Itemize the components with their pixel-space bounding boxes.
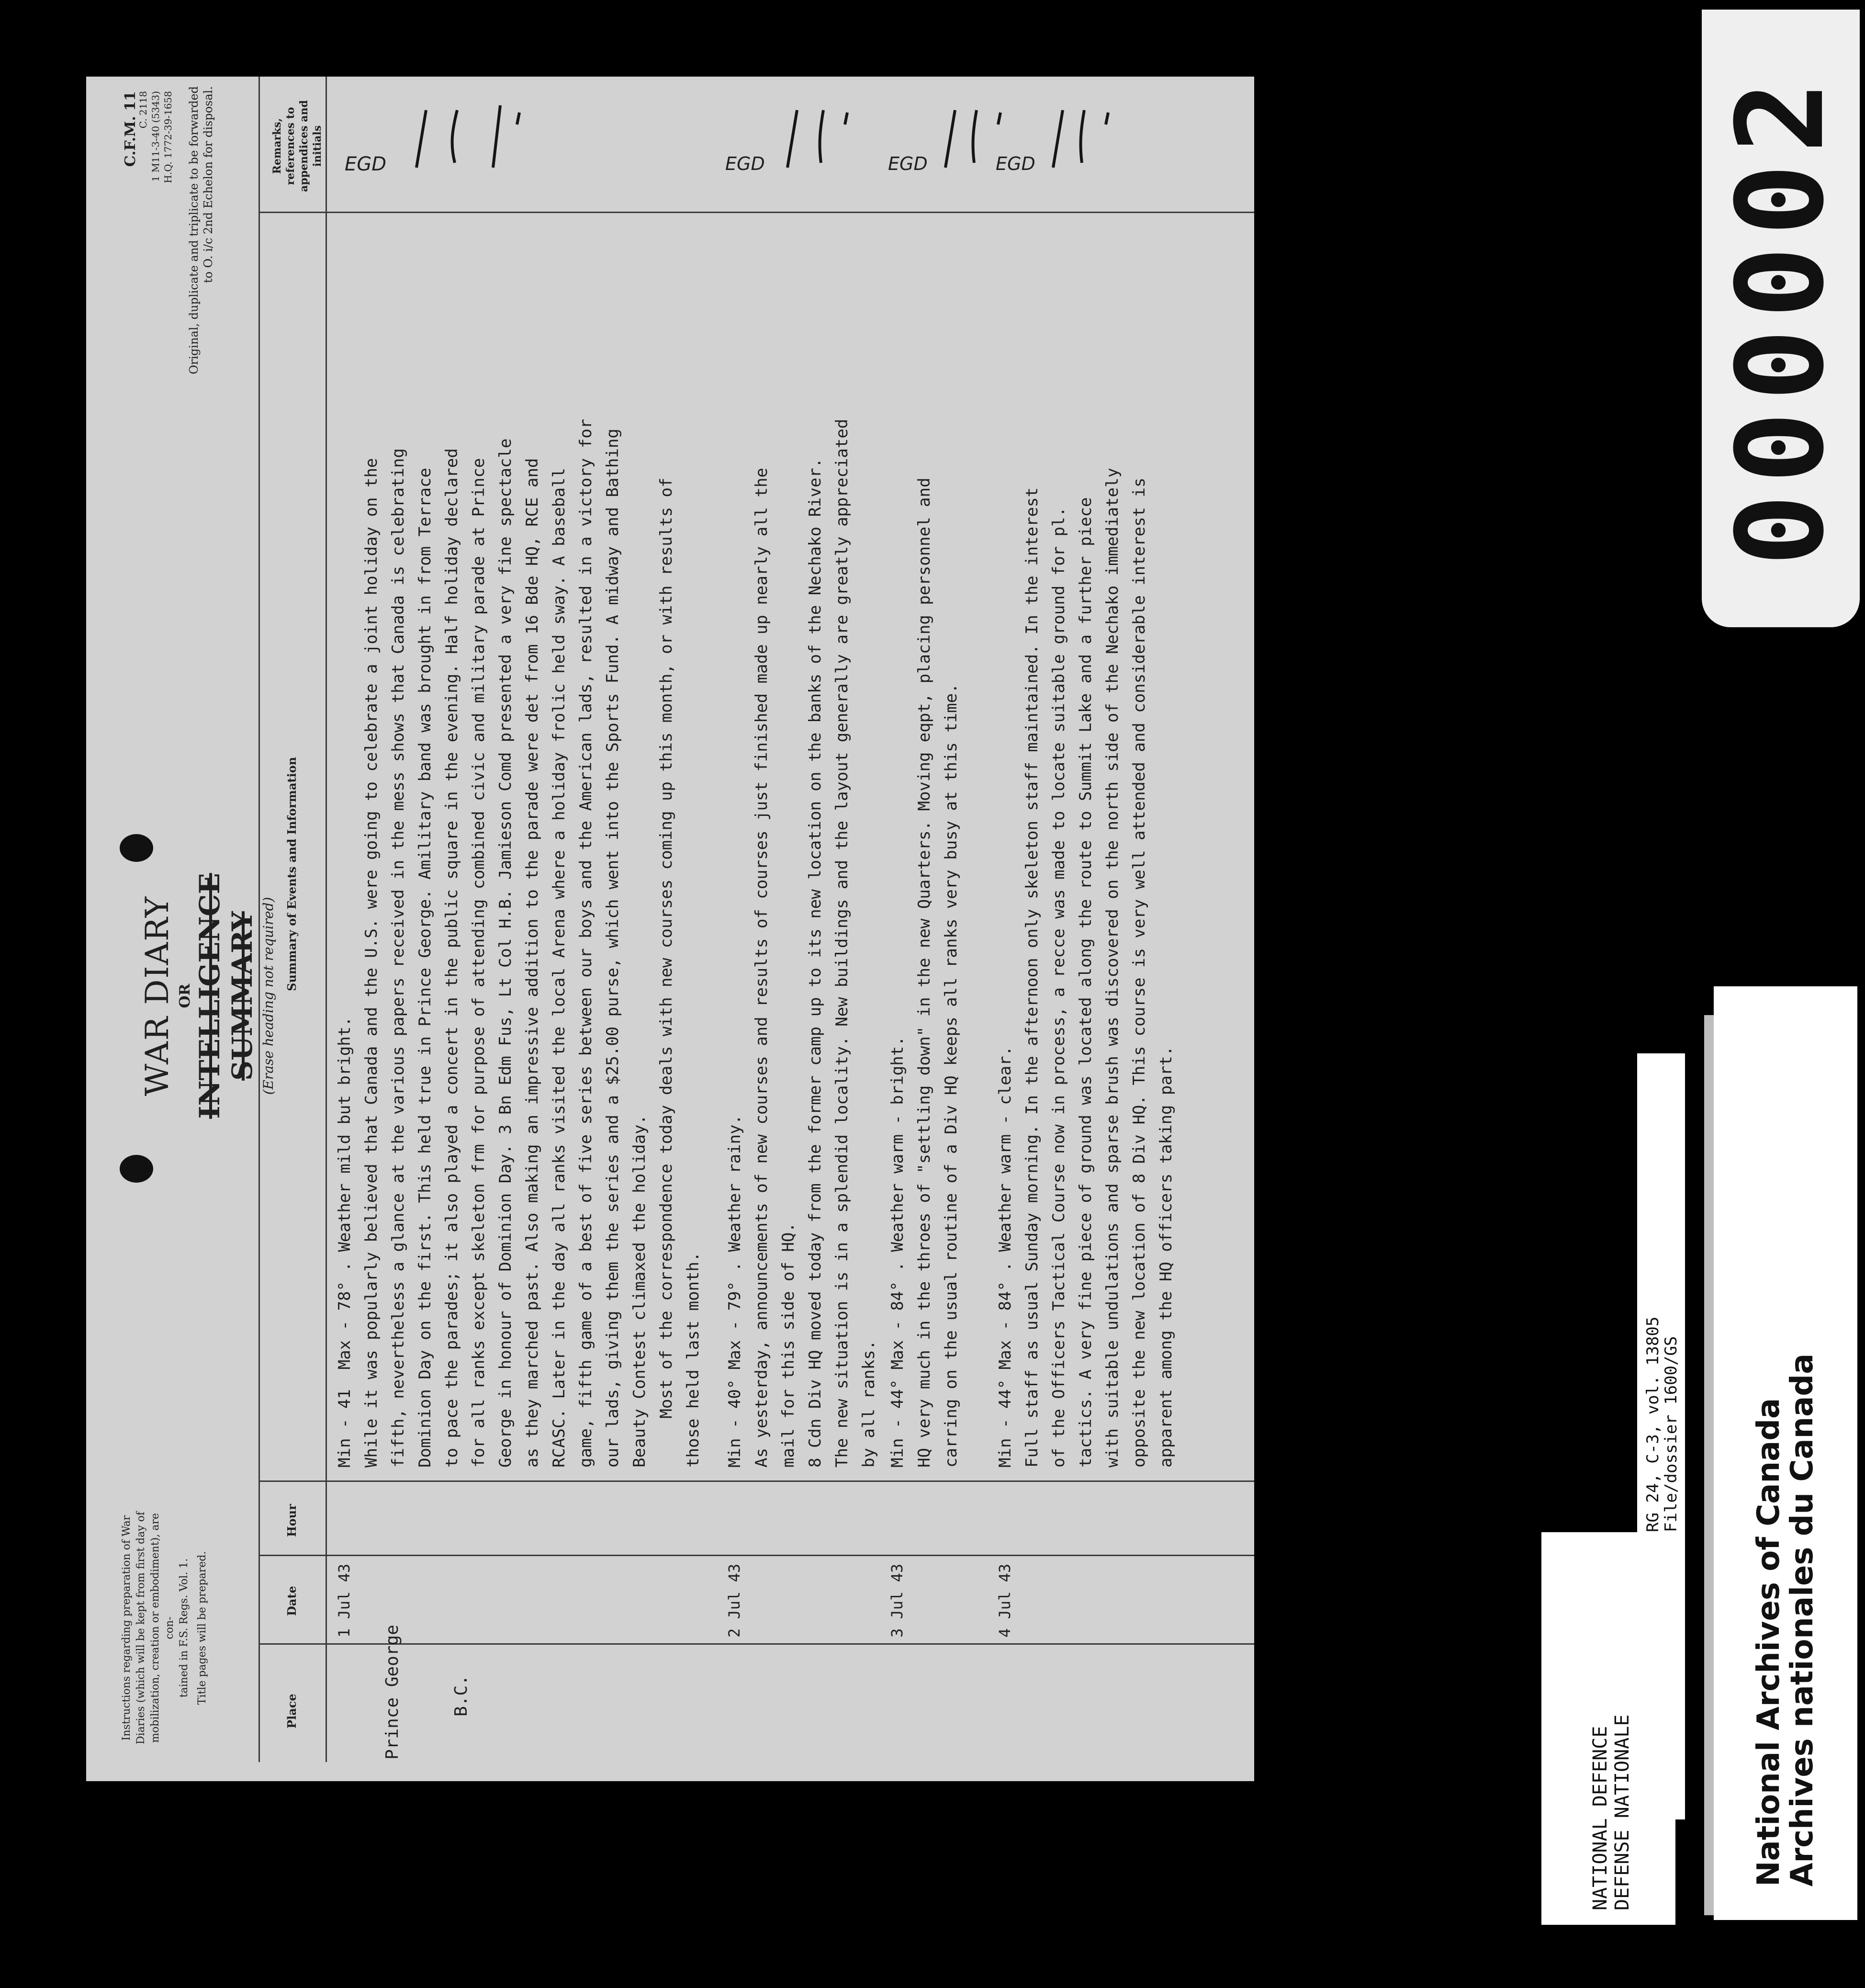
col-divider-remarks: [258, 212, 1254, 213]
entry-line: Most of the correspondence today deals with new courses coming up this month, or with results of: [657, 477, 676, 1468]
entry-line: with suitable undulations and sparse brush was discovered on the north side of the Nechako immediately: [1103, 468, 1122, 1468]
archives-name-en: National Archives of Canada: [1751, 1398, 1786, 1886]
department-line: DEFENSE NATIONALE: [1611, 1714, 1633, 1910]
col-divider-date: [258, 1555, 1254, 1556]
archives-name: [1752, 1354, 1819, 1886]
entry-line: our lads, giving them the series and a $25.00 purse, which went into the Sports Fund. A midway and Bathing: [603, 429, 622, 1468]
entry-line: fifth, nevertheless a glance at the various papers received in the mess shows that Canada is celebrating: [389, 448, 408, 1468]
place-line: Prince George: [382, 1625, 402, 1760]
instruction-line: Title pages will be prepared.: [196, 1551, 208, 1705]
place-line: B.C.: [451, 1675, 471, 1717]
department-label: [1541, 1532, 1675, 1925]
initials-text: EGD: [345, 153, 387, 175]
place-cell: [335, 1625, 519, 1760]
form-ref: H.Q. 1772-39-1658: [162, 91, 174, 183]
instructions-block: [120, 1503, 210, 1752]
entry-date: 4 Jul 43: [996, 1563, 1014, 1638]
forward-note: [187, 86, 215, 584]
col-header-hour: Hour: [285, 1504, 299, 1537]
entry-line: Min - 41 Max - 78° . Weather mild but bright.: [335, 1017, 354, 1468]
entry-date: 3 Jul 43: [888, 1563, 906, 1638]
form-ref: C. 2118: [137, 91, 149, 129]
entry-line: RCASC. Later in the day all ranks visited the local Arena where a holiday frolic held sway. A baseball: [550, 468, 569, 1468]
instruction-line: mobilization, creation or embodiment), are con-: [149, 1513, 176, 1743]
entry-line: Min - 44° Max - 84° . Weather warm - clear.: [996, 1046, 1015, 1468]
entry-line: carring on the usual routine of a Div HQ keeps all ranks very busy at this time.: [942, 683, 961, 1468]
entry-line: Min - 40° Max - 79° . Weather rainy.: [725, 1115, 744, 1468]
archive-reference-line: File/dossier 1600/GS: [1662, 1336, 1681, 1532]
col-header-place: Place: [285, 1694, 299, 1728]
col-header-summary: Summary of Events and Information: [285, 757, 299, 991]
entry-line: those held last month.: [684, 1252, 703, 1468]
entry-line: tactics. A very fine piece of ground was located along the route to Summit Lake and a further piece: [1076, 497, 1095, 1468]
entry-date: 1 Jul 43: [335, 1563, 353, 1638]
signature-mark: [1044, 96, 1120, 182]
form-code-block: [124, 91, 174, 235]
entry-line: While it was popularly believed that Canada and the U.S. were going to celebrate a joint holiday on the: [362, 458, 381, 1468]
entry-line: Beauty Contest climaxed the holiday.: [630, 1115, 649, 1468]
title-note: (Erase heading not required): [260, 897, 276, 1095]
entry-line: to pace the parades; it also played a concert in the public square in the evening. Half holiday declared: [442, 448, 461, 1468]
col-header-remarks: Remarks, references to appendices and initials: [271, 100, 324, 192]
entry-line: As yesterday, announcements of new courses and results of courses just finished made up nearly all the: [752, 468, 771, 1468]
initials-signature: [996, 96, 1120, 182]
title-or: OR: [177, 983, 193, 1008]
table-top-border: [258, 77, 260, 1762]
archives-name-fr: Archives nationales du Canada: [1785, 1353, 1820, 1886]
film-frame-number: 000002: [1711, 70, 1850, 566]
department-line: NATIONAL DEFENCE: [1589, 1726, 1611, 1910]
archive-reference-line: RG 24, C-3, vol. 13805: [1643, 1316, 1663, 1532]
form-ref: 1 M11-3-40 (5343): [150, 91, 161, 182]
form-title: [139, 847, 276, 1144]
col-divider-hour: [258, 1480, 1254, 1482]
entry-line: HQ very much in the throes of "settling down" in the new Quarters. Moving eqpt, placing personnel and: [915, 477, 934, 1468]
entry-line: of the Officers Tactical Course now in process, a recce was made to locate suitable ground for pl.: [1049, 507, 1068, 1468]
signature-mark: [773, 96, 869, 182]
entry-line: opposite the new location of 8 Div HQ. This course is very well attended and considerable interest is: [1130, 477, 1149, 1468]
punch-hole: [120, 1155, 153, 1183]
title-intelligence-summary: INTELLIGENCE SUMMARY: [193, 873, 258, 1119]
entry-line: Full staff as usual Sunday morning. In the afternoon only skeleton staff maintained. In the interest: [1022, 487, 1042, 1468]
war-diary-sheet: [86, 77, 1254, 1781]
forward-note-line: to O. i/c 2nd Echelon for disposal.: [202, 86, 215, 283]
archive-reference: [1644, 1317, 1680, 1532]
form-code: C.F.M. 11: [122, 91, 139, 167]
instruction-line: Instructions regarding preparation of War: [121, 1515, 133, 1741]
col-header-date: Date: [285, 1586, 299, 1616]
entry-line: for all ranks except skeleton frm for purpose of attending combined civic and military parade at Prince: [469, 458, 488, 1468]
entry-line: 8 Cdn Div HQ moved today from the former camp up to its new location on the banks of the Nechako River.: [806, 458, 825, 1468]
film-frame-label: [1702, 10, 1860, 627]
entry-line: The new situation is in a splendid locality. New buildings and the layout generally are greatly appreciated: [832, 418, 852, 1468]
entry-line: game, fifth game of a best of five series between our boys and the American lads, resulted in a victory for: [576, 418, 595, 1468]
entry-line: Dominion Day on the first. This held true in Prince George. Amilitary band was brought in from Terrace: [416, 468, 435, 1468]
initials-text: EGD: [996, 153, 1035, 174]
table-header-divider: [326, 77, 327, 1762]
department-text: [1589, 1715, 1633, 1910]
entry-line: mail for this side of HQ.: [779, 1222, 798, 1468]
initials-text: EGD: [888, 153, 928, 174]
entry-line: as they marched past. Also making an impressive addition to the parade were det from 16 Bde HQ, RCE and: [523, 458, 542, 1468]
entry-line: apparent among the HQ officers taking part.: [1157, 1046, 1176, 1468]
entry-date: 2 Jul 43: [725, 1563, 743, 1638]
initials-signature: [888, 96, 1008, 182]
signature-mark: [397, 96, 541, 182]
archives-label: [1714, 986, 1857, 1920]
forward-note-line: Original, duplicate and triplicate to be forwarded: [187, 86, 201, 374]
instruction-line: tained in F.S. Regs. Vol. 1.: [178, 1558, 190, 1698]
war-diary-page: [86, 77, 1254, 1781]
entry-line: Min - 44° Max - 84° . Weather warm - bright.: [888, 1036, 907, 1468]
initials-text: EGD: [725, 153, 765, 174]
title-war-diary: WAR DIARY: [139, 895, 176, 1096]
entry-line: by all ranks.: [859, 1340, 878, 1468]
entry-line: George in honour of Dominion Day. 3 Bn Edm Fus, Lt Col H.B. Jamieson Comd presented a very fine spectacle: [496, 438, 515, 1468]
instruction-line: Diaries (which will be kept from first day of: [135, 1511, 147, 1745]
initials-signature: [725, 96, 869, 182]
initials-signature: [345, 96, 546, 182]
